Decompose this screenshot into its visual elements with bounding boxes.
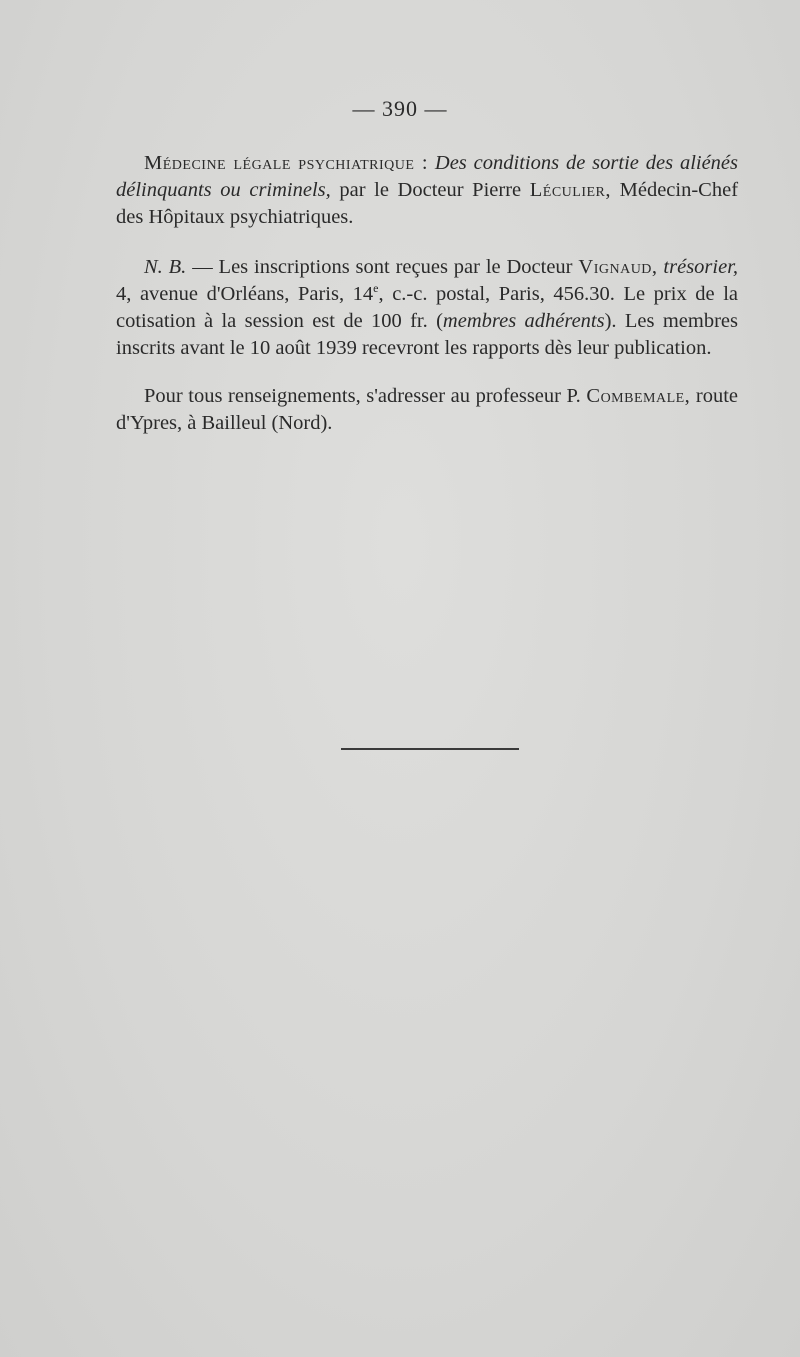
- author-role: Médecin-Chef des Hôpitaux psychiatriques.: [116, 179, 739, 228]
- treasurer-role: trésorier,: [663, 256, 739, 278]
- report-title: Des conditions de sortie des aliénés délinquants ou criminels,: [116, 152, 739, 201]
- nb-text-a: — Les inscriptions sont reçues par le Docteur: [192, 256, 573, 278]
- members-label: membres adhérents: [442, 310, 605, 332]
- nb-text-d: ). Les membres inscrits avant le 10 août 1939 recevront les rapports dès leur publication.: [116, 310, 738, 359]
- professor-name: Combemale,: [586, 385, 691, 407]
- section-heading: Médecine légale psychiatrique :: [144, 152, 429, 174]
- author-name: Léculier,: [529, 179, 612, 201]
- nb-text-c: , c.-c. postal, Paris, 456.30. Le prix de la cotisation à la session est de 100 fr. (: [116, 283, 738, 332]
- nb-text-b: 4, avenue d'Orléans, Paris, 14: [116, 283, 374, 305]
- treasurer-name: Vignaud,: [578, 256, 658, 278]
- paragraph-nota-bene: [116, 254, 738, 362]
- info-text-b: route d'Ypres, à Bailleul (Nord).: [116, 385, 739, 434]
- page-number: — 390 —: [352, 96, 448, 121]
- paragraph-medecine-legale: [116, 150, 738, 231]
- nb-label: N. B.: [144, 256, 187, 278]
- arrondissement-superscript: e: [373, 281, 379, 296]
- section-divider: [341, 748, 519, 750]
- paragraph-renseignements: [116, 383, 738, 437]
- info-text-a: Pour tous renseignements, s'adresser au professeur P.: [144, 385, 581, 407]
- report-by-text: par le Docteur Pierre: [339, 179, 522, 201]
